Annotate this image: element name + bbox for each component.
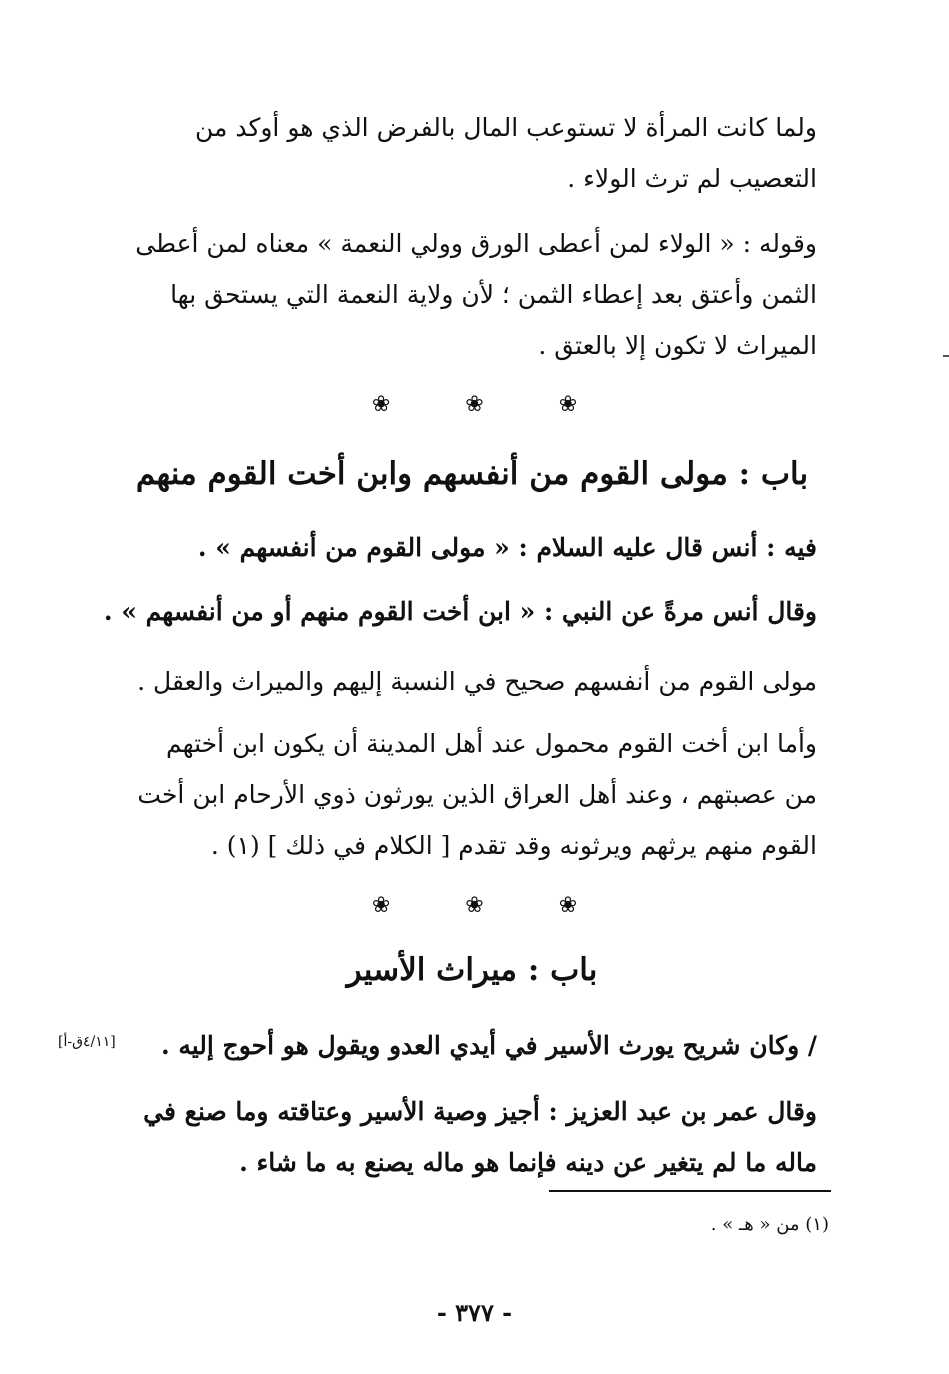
paragraph-line: وأما ابن أخت القوم محمول عند أهل المدينة أن يكون ابن أختهم	[165, 729, 817, 758]
paragraph-umar-abdulaziz	[127, 1086, 817, 1188]
paragraph-line: القوم منهم يرثهم ويرثونه وقد تقدم [ الكلام في ذلك ] (١) .	[210, 831, 817, 860]
paragraph-line: من عصبتهم ، وعند أهل العراق الذين يورثون ذوي الأرحام ابن أخت	[137, 780, 817, 809]
chapter-heading-mawla: باب : مولى القوم من أنفسهم وابن أخت القوم منهم	[135, 456, 809, 492]
section-separator-stars	[0, 392, 949, 417]
paragraph-line: وقال أنس مرةً عن النبي : « ابن أخت القوم منهم أو من أنفسهم » .	[103, 597, 817, 626]
paragraph-mawla-commentary	[127, 656, 817, 707]
paragraph-sister-son	[127, 718, 817, 871]
paragraph-wala-meaning	[127, 218, 817, 371]
section-separator-stars	[0, 893, 949, 918]
hadith-anas-second	[103, 586, 817, 637]
paragraph-line: الثمن وأعتق بعد إعطاء الثمن ؛ لأن ولاية النعمة التي يستحق بها	[170, 280, 817, 309]
paragraph-line: وقال عمر بن عبد العزيز : أجيز وصية الأسير وعتاقته وما صنع في	[143, 1097, 817, 1126]
hadith-anas-first	[127, 522, 817, 573]
star-ornament-icon: ❀	[558, 392, 578, 417]
star-ornament-icon: ❀	[371, 392, 391, 417]
paragraph-line: ماله ما لم يتغير عن دينه فإنما هو ماله يصنع به ما شاء .	[239, 1148, 817, 1177]
paragraph-women-wala	[127, 102, 817, 204]
footnote: (١) من « هـ » .	[710, 1214, 829, 1235]
chapter-heading-captive: باب : ميراث الأسير	[346, 952, 598, 988]
star-ornament-icon: ❀	[465, 893, 484, 918]
footnote-divider	[549, 1190, 831, 1192]
paragraph-line: مولى القوم من أنفسهم صحيح في النسبة إليهم والميراث والعقل .	[137, 667, 817, 696]
paragraph-line: وقوله : « الولاء لمن أعطى الورق وولي النعمة » معناه لمن أعطى	[135, 229, 817, 258]
paragraph-line: فيه : أنس قال عليه السلام : « مولى القوم من أنفسهم » .	[197, 533, 817, 562]
star-ornament-icon: ❀	[558, 893, 578, 918]
paragraph-shurayh	[127, 1020, 817, 1071]
paragraph-line: التعصيب لم ترث الولاء .	[567, 164, 817, 193]
manuscript-margin-note: [٤/١١ق-أ]	[58, 1034, 116, 1050]
paragraph-line: الميراث لا تكون إلا بالعتق .	[538, 331, 817, 360]
star-ornament-icon: ❀	[465, 392, 484, 417]
page-number: - ٣٧٧ -	[436, 1298, 513, 1327]
paragraph-line: / وكان شريح يورث الأسير في أيدي العدو ويقول هو أحوج إليه .	[160, 1031, 817, 1060]
scan-edge-mark	[943, 355, 949, 357]
paragraph-line: ولما كانت المرأة لا تستوعب المال بالفرض الذي هو أوكد من	[194, 113, 817, 142]
star-ornament-icon: ❀	[371, 893, 391, 918]
